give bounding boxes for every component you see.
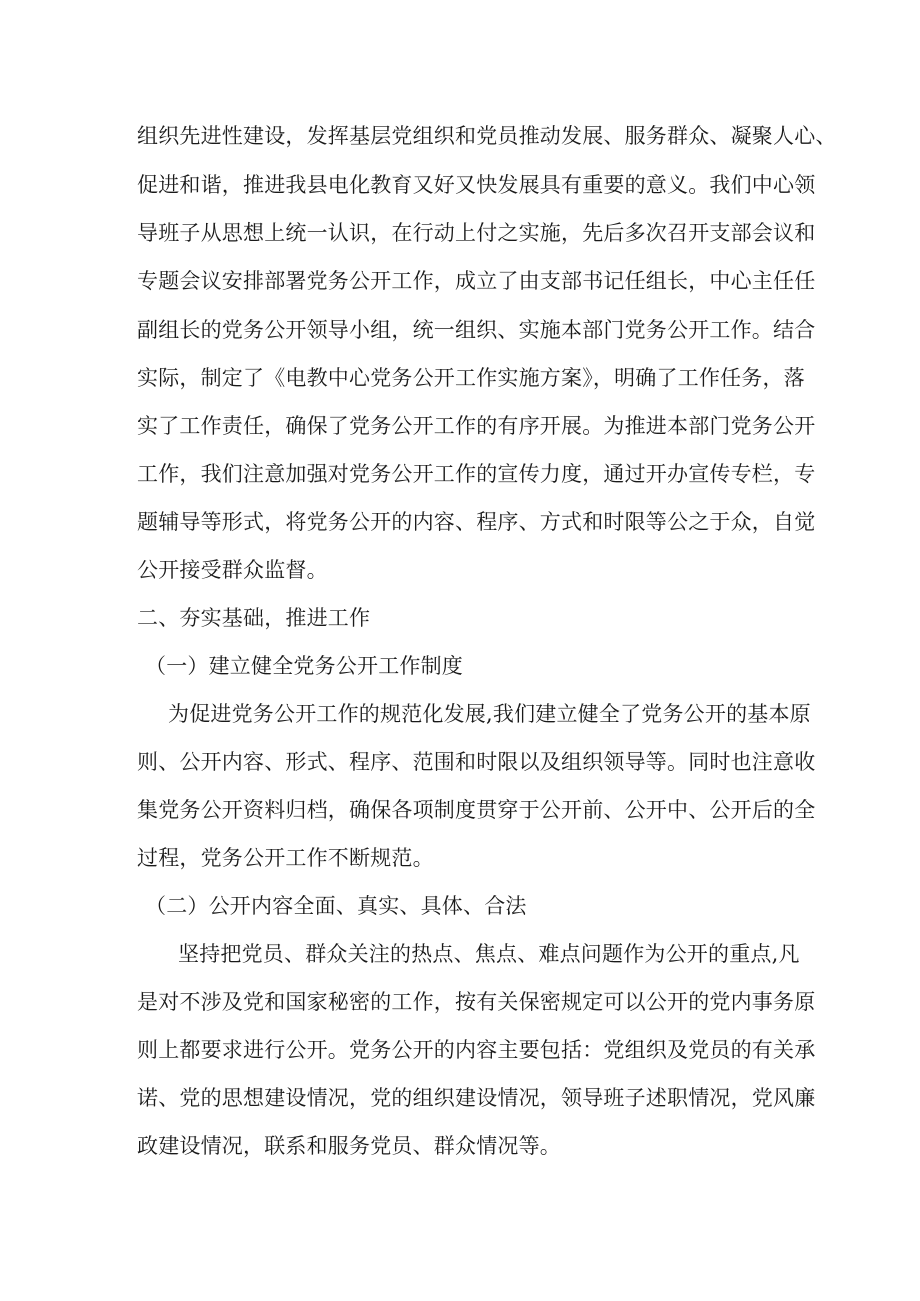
section-heading: 二、夯实基础，推进工作	[137, 606, 371, 630]
paragraph-line: 政建设情况，联系和服务党员、群众情况等。	[137, 1134, 561, 1158]
subsection-heading: （一）建立健全党务公开工作制度	[145, 654, 463, 678]
paragraph-line: 组织先进性建设，发挥基层党组织和党员推动发展、服务群众、凝聚人心、	[137, 124, 837, 148]
paragraph-line: 则上都要求进行公开。党务公开的内容主要包括：党组织及党员的有关承	[137, 1038, 816, 1062]
paragraph-line: 过程，党务公开工作不断规范。	[137, 846, 434, 870]
paragraph-line: 实际，制定了《电教中心党务公开工作实施方案》，明确了工作任务，落	[137, 366, 805, 390]
paragraph-line: 坚持把党员、群众关注的热点、焦点、难点问题作为公开的重点,凡	[178, 942, 800, 966]
paragraph-line: 是对不涉及党和国家秘密的工作，按有关保密规定可以公开的党内事务原	[137, 990, 816, 1014]
paragraph-line: 实了工作责任，确保了党务公开工作的有序开展。为推进本部门党务公开	[137, 414, 816, 438]
paragraph-line: 则、公开内容、形式、程序、范围和时限以及组织领导等。同时也注意收	[137, 750, 816, 774]
paragraph-line: 专题会议安排部署党务公开工作，成立了由支部书记任组长，中心主任任	[137, 269, 816, 293]
paragraph-line: 诺、党的思想建设情况，党的组织建设情况，领导班子述职情况，党风廉	[137, 1086, 816, 1110]
subsection-heading: （二）公开内容全面、真实、具体、合法	[145, 894, 527, 918]
paragraph-line: 为促进党务公开工作的规范化发展,我们建立健全了党务公开的基本原	[168, 702, 811, 726]
paragraph-line: 公开接受群众监督。	[137, 558, 328, 582]
paragraph-line: 工作，我们注意加强对党务公开工作的宣传力度，通过开办宣传专栏，专	[137, 462, 816, 486]
paragraph-line: 副组长的党务公开领导小组，统一组织、实施本部门党务公开工作。结合	[137, 318, 816, 342]
paragraph-line: 促进和谐，推进我县电化教育又好又快发展具有重要的意义。我们中心领	[137, 173, 816, 197]
paragraph-line: 集党务公开资料归档，确保各项制度贯穿于公开前、公开中、公开后的全	[137, 798, 816, 822]
paragraph-line: 题辅导等形式，将党务公开的内容、程序、方式和时限等公之于众，自觉	[137, 510, 816, 534]
paragraph-line: 导班子从思想上统一认识，在行动上付之实施，先后多次召开支部会议和	[137, 221, 816, 245]
